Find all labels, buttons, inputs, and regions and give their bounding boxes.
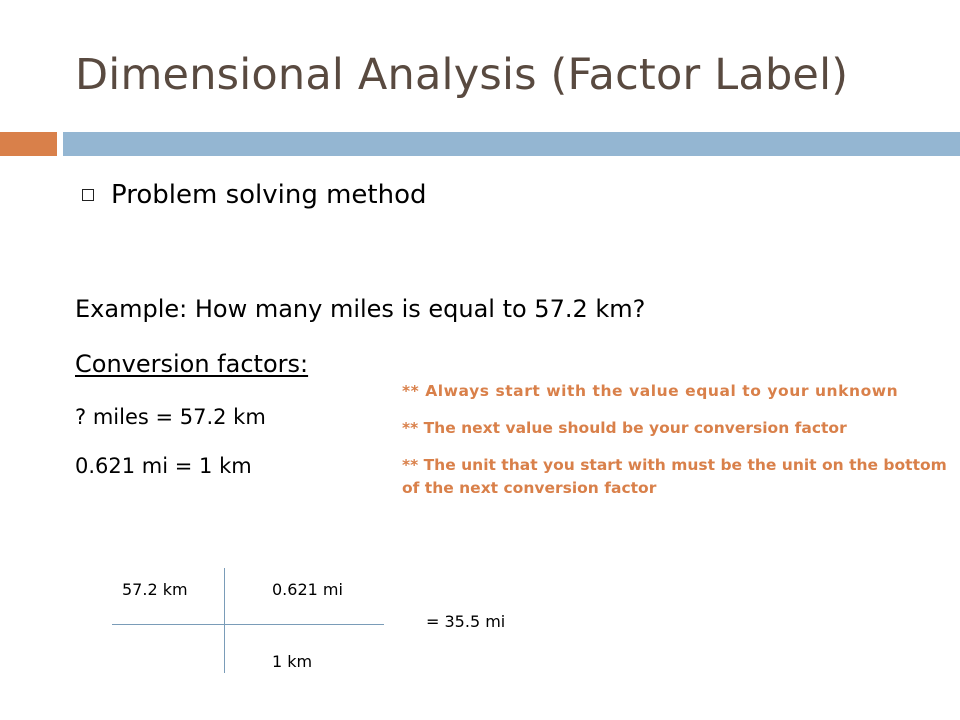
conversion-factor-2: 0.621 mi = 1 km bbox=[75, 454, 252, 478]
conversion-factors-heading: Conversion factors: bbox=[75, 350, 309, 378]
calc-denominator-2: 1 km bbox=[272, 652, 313, 671]
title-accent-orange-bar bbox=[0, 132, 57, 156]
calc-numerator-2: 0.621 mi bbox=[272, 580, 343, 599]
bullet-item bbox=[82, 180, 427, 210]
grid-vertical-line bbox=[224, 568, 225, 673]
square-bullet-icon bbox=[82, 189, 94, 201]
conversion-factor-1: ? miles = 57.2 km bbox=[75, 405, 266, 429]
slide-title: Dimensional Analysis (Factor Label) bbox=[75, 50, 849, 100]
tips-notes bbox=[402, 380, 947, 514]
example-question: Example: How many miles is equal to 57.2 km? bbox=[75, 295, 646, 323]
calc-result: = 35.5 mi bbox=[426, 612, 506, 631]
tip-note: ** The next value should be your conversion factor bbox=[402, 419, 847, 437]
bullet-text: Problem solving method bbox=[111, 180, 427, 210]
tip-note: ** The unit that you start with must be the unit on the bottom of the next conversion factor bbox=[402, 456, 947, 497]
title-accent-blue-bar bbox=[63, 132, 960, 156]
grid-horizontal-line bbox=[112, 624, 384, 625]
tip-note: ** Always start with the value equal to your unknown bbox=[402, 382, 899, 400]
calc-numerator-1: 57.2 km bbox=[122, 580, 188, 599]
